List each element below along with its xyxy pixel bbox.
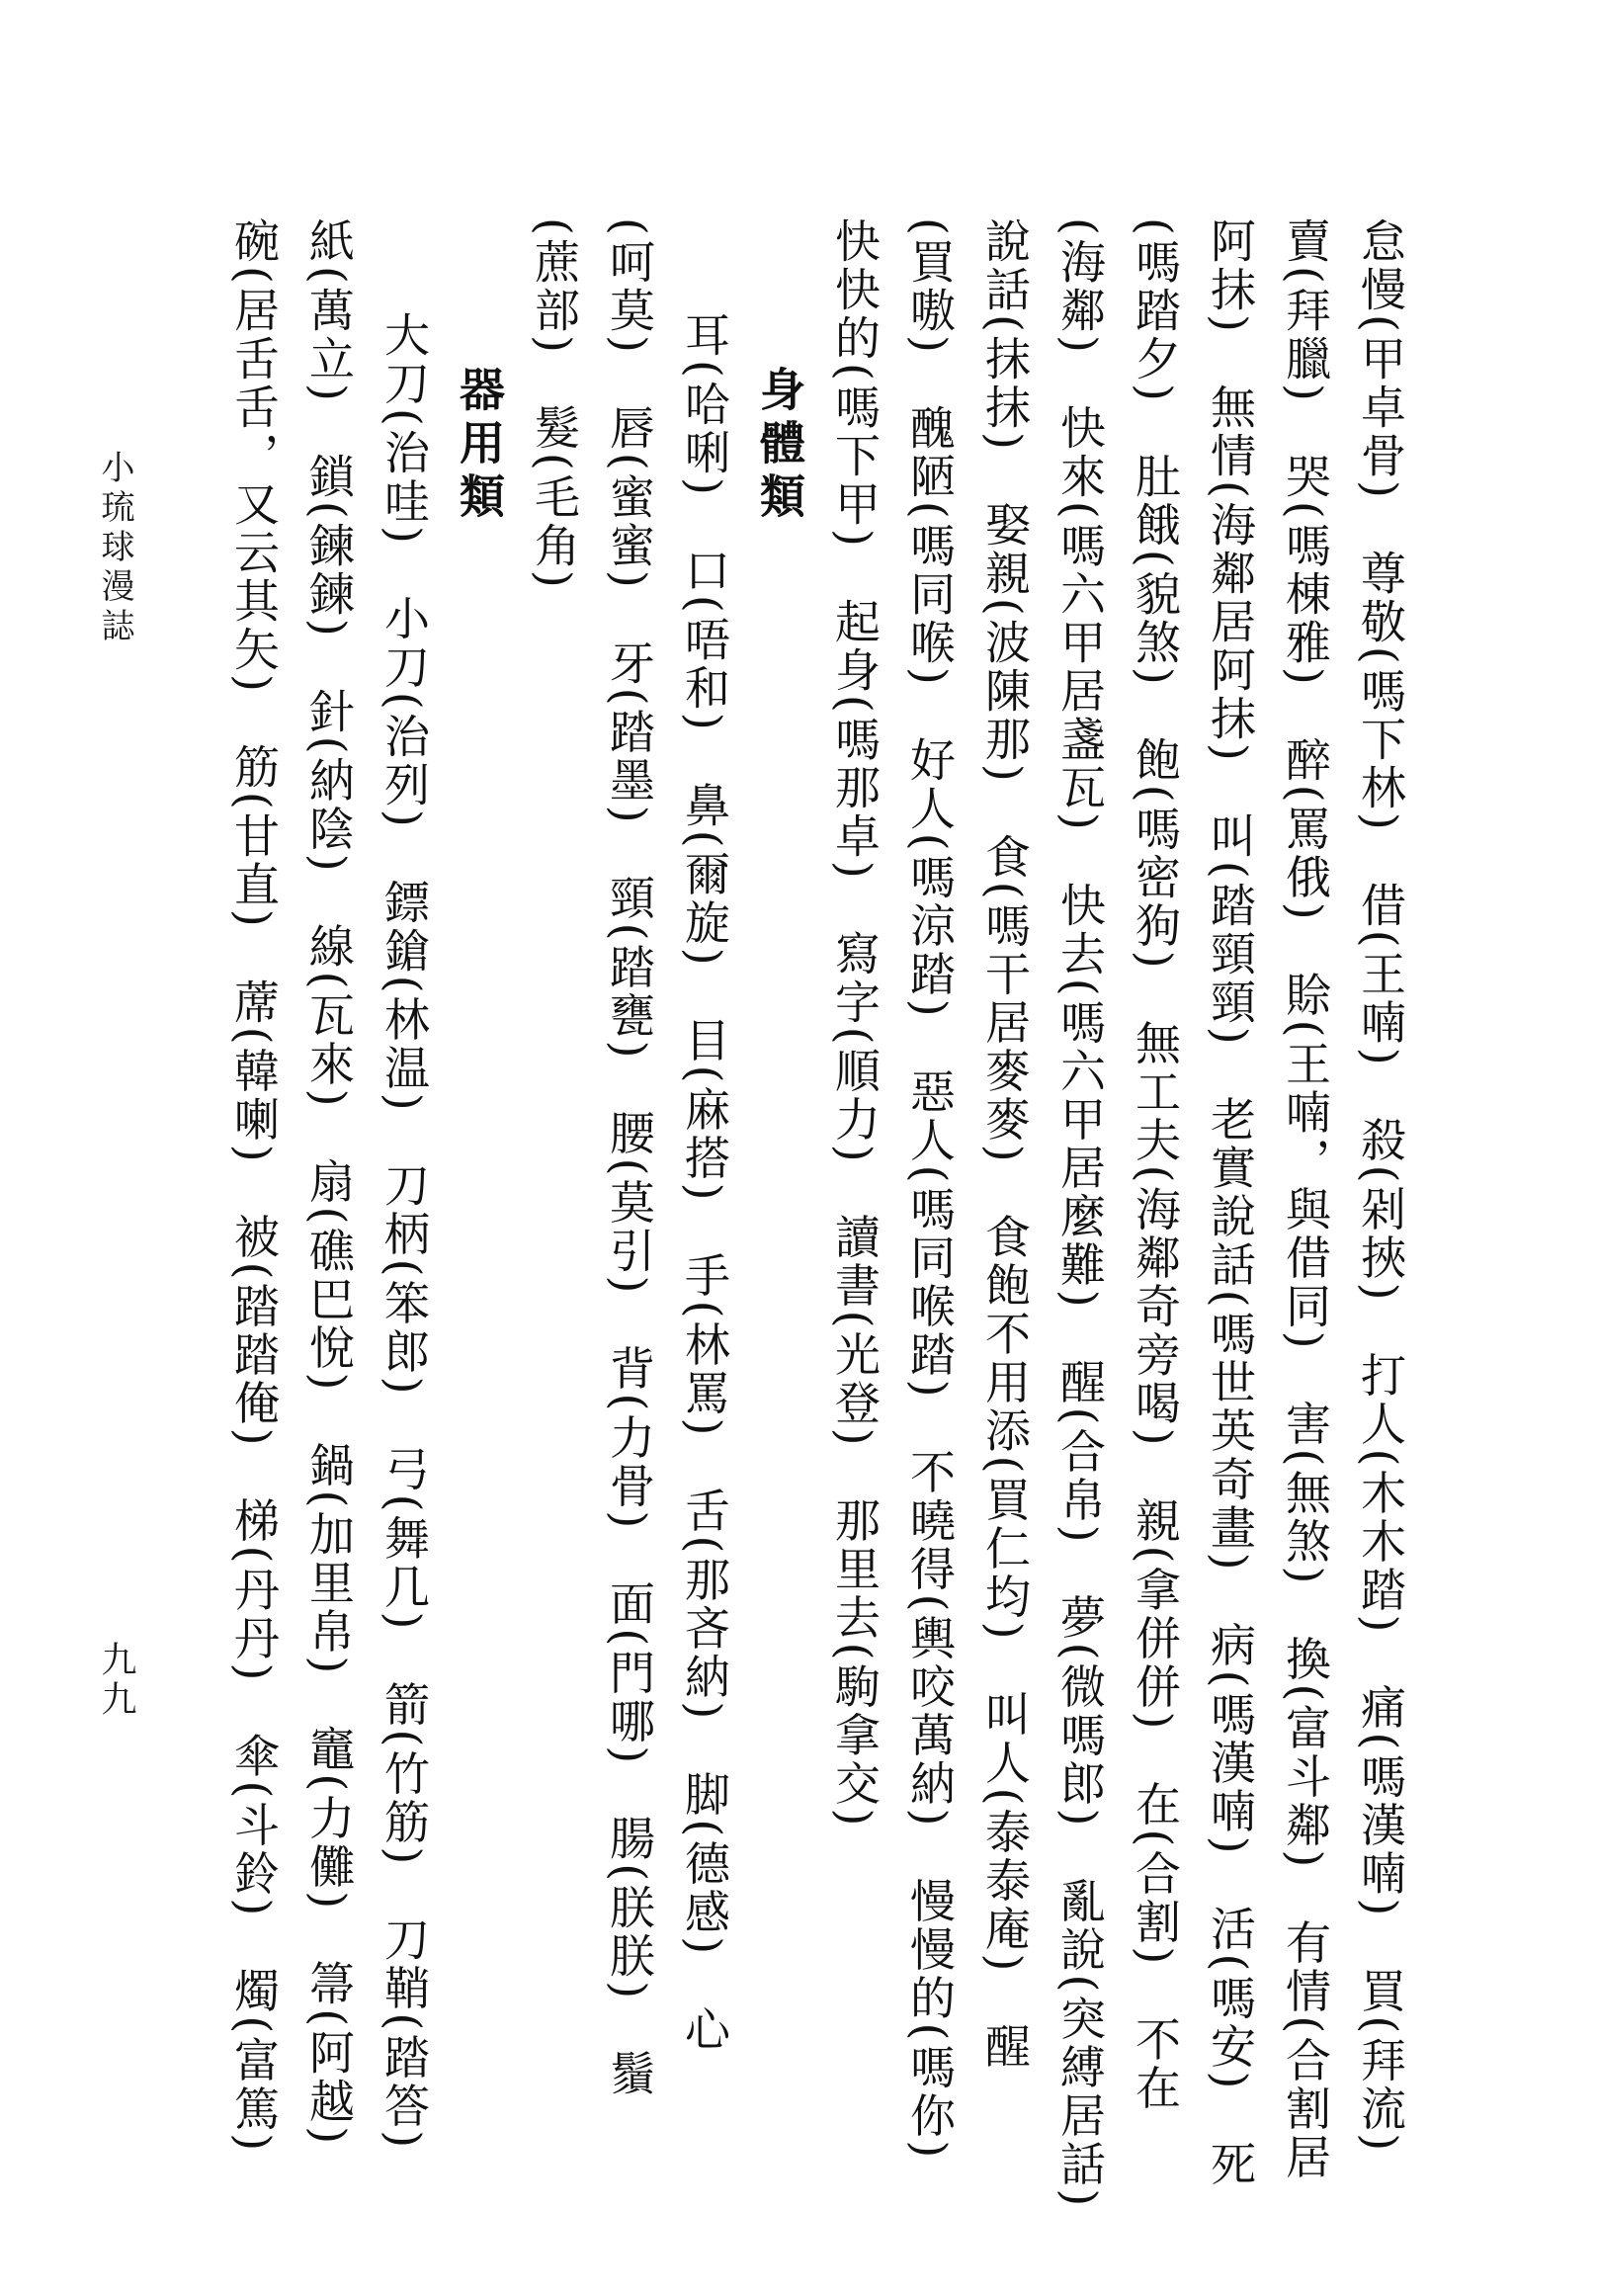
text-column: 大刀(治哇) 小刀(治列) 鏢鎗(林温) 刀柄(笨郎) 弓(舞几) 箭(竹筋) 刀鞘(踏答) (378, 311, 431, 2152)
running-title: 小琉球漫誌 (95, 450, 134, 647)
text-column: 怠慢(甲卓骨) 尊敬(嗎下林) 借(王喃) 殺(剁挾) 打人(木木踏) 痛(嗎漢喃) 買(拜流) (1354, 217, 1407, 2155)
text-column: 耳(哈唎) 口(唔和) 鼻(爾旋) 目(麻搭) 手(林罵) 舌(那吝納) 脚(德感) 心 (678, 311, 731, 2055)
section-heading-body-parts: 身體類 (753, 366, 806, 526)
text-column: (呵莫) 唇(蜜蜜) 牙(踏墨) 頸(踏甕) 腰(莫引) 背(力骨) 面(門哪) 腸(朕朕) 鬚 (603, 217, 656, 2099)
text-column: (蔗部) 髮(毛角) (528, 217, 581, 591)
text-column: (買嗷) 醜陋(嗎同喉) 好人(嗎涼踏) 惡人(嗎同喉踏) 不曉得(輿咬萬納) 慢慢的(嗎你) (903, 217, 957, 2162)
text-column: 碗(居舌舌，又云其矢) 筋(甘直) 蓆(韓喇) 被(踏踏俺) 梯(丹丹) 傘(斗鈴) 燭(富篤) (227, 217, 281, 2155)
text-column: 紙(萬立) 鎖(鍊鍊) 針(納陰) 線(瓦來) 扇(礁巴悅) 鍋(加里帛) 竈(力儺) 箒(阿越) (302, 217, 356, 2148)
page-number: 九九 (96, 1641, 136, 1720)
vocabulary-text-block (193, 217, 1418, 2210)
text-column: 快快的(嗎下甲) 起身(嗎那卓) 寫字(順力) 讀書(光登) 那里去(駒拿交) (828, 217, 882, 1829)
text-column: 阿抹) 無情(海鄰居阿抹) 叫(踏頸頸) 老實說話(嗎世英奇畫) 病(嗎漢喃) 活(嗎安) 死 (1204, 217, 1257, 2189)
section-heading-utensils: 器用類 (453, 366, 506, 526)
text-column: (嗎踏夕) 肚餓(貌煞) 飽(嗎密狗) 無工夫(海鄰奇旁喝) 親(拿併併) 在(合割) 不在 (1129, 217, 1182, 2113)
text-column: 賣(拜臘) 哭(嗎棟雅) 醉(罵俄) 賒(王喃，與借同) 害(無煞) 換(富斗鄰) 有情(合割居 (1279, 217, 1332, 2182)
text-column: (海鄰) 快來(嗎六甲居盞瓦) 快去(嗎六甲居麼難) 醒(合帛) 夢(微嗎郎) 亂說(突縛居話) (1053, 217, 1107, 2210)
text-column: 說話(抹抹) 娶親(波陳那) 食(嗎干居麥麥) 食飽不用添(買仁均) 叫人(泰泰庵) 醒 (978, 217, 1032, 2072)
